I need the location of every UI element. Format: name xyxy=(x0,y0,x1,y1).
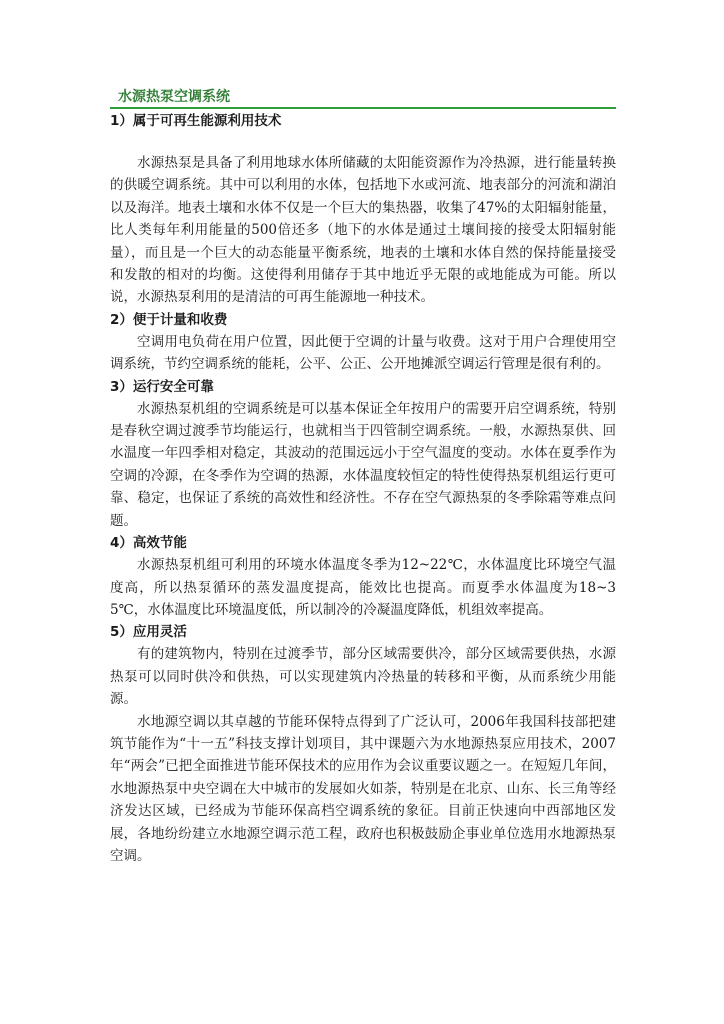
section-heading-5: 5）应用灵活 xyxy=(110,624,187,641)
section-body-2: 空调用电负荷在用户位置，因此便于空调的计量与收费。这对于用户合理使用空调系统，节约空调系统的能耗，公平、公正、公开地摊派空调运行管理是很有利的。 xyxy=(110,333,616,373)
section-body-4: 水源热泵机组可利用的环境水体温度冬季为12~22℃，水体温度比环境空气温度高，所以热泵循环的蒸发温度提高，能效比也提高。而夏季水体温度为18~35℃，水体温度比环境温度低，所以制冷的冷凝温度降低，机组效率提高。 xyxy=(110,557,616,618)
section-heading-4: 4）高效节能 xyxy=(110,535,187,552)
section-body-1: 水源热泵是具备了利用地球水体所储藏的太阳能资源作为冷热源，进行能量转换的供暖空调系统。其中可以利用的水体，包括地下水或河流、地表部分的河流和湖泊以及海洋。地表土壤和水体不仅是一个巨大的集热器，收集了47%的太阳辐射能量，比人类每年利用能量的500倍还多（地下的水体是通过土壤间接的接受太阳辐射能量），而且是一个巨大的动态能量平衡系统，地表的土壤和水体自然的保持能量接受和发散的相对的均衡。这使得利用储存于其中地近乎无限的或地能成为可能。所以说，水源热泵利用的是清洁的可再生能源地一种技术。 xyxy=(110,155,616,306)
section-heading-3: 3）运行安全可靠 xyxy=(110,378,214,395)
closing-paragraph: 水地源空调以其卓越的节能环保特点得到了广泛认可，2006年我国科技部把建筑节能作为“十一五”科技支撑计划项目，其中课题六为水地源热泵应用技术，2007年“两会”已把全面推进节能环保技术的应用作为会议重要议题之一。在短短几年间，水地源热泵中央空调在大中城市的发展如火如荼，特别是在北京、山东、长三角等经济发达区域，已经成为节能环保高档空调系统的象征。目前正快速向中西部地区发展，各地纷纷建立水地源空调示范工程，政府也积极鼓励企事业单位选用水地源热泵空调。 xyxy=(110,713,616,864)
section-body-3: 水源热泵机组的空调系统是可以基本保证全年按用户的需要开启空调系统，特别是春秋空调过渡季节均能运行，也就相当于四管制空调系统。一般，水源热泵供、回水温度一年四季相对稳定，其波动的范围远远小于空气温度的变动。水体在夏季作为空调的冷源，在冬季作为空调的热源，水体温度较恒定的特性使得热泵机组运行更可靠、稳定，也保证了系统的高效性和经济性。不存在空气源热泵的冬季除霜等难点问题。 xyxy=(110,400,616,529)
document-title: 水源热泵空调系统 xyxy=(110,88,616,109)
section-body-5: 有的建筑物内，特别在过渡季节，部分区域需要供冷，部分区域需要供热，水源热泵可以同时供冷和供热，可以实现建筑内冷热量的转移和平衡，从而系统少用能源。 xyxy=(110,646,616,708)
section-heading-1: 1）属于可再生能源利用技术 xyxy=(110,113,282,129)
document-page xyxy=(110,88,616,867)
section-heading-2: 2）便于计量和收费 xyxy=(110,311,228,328)
